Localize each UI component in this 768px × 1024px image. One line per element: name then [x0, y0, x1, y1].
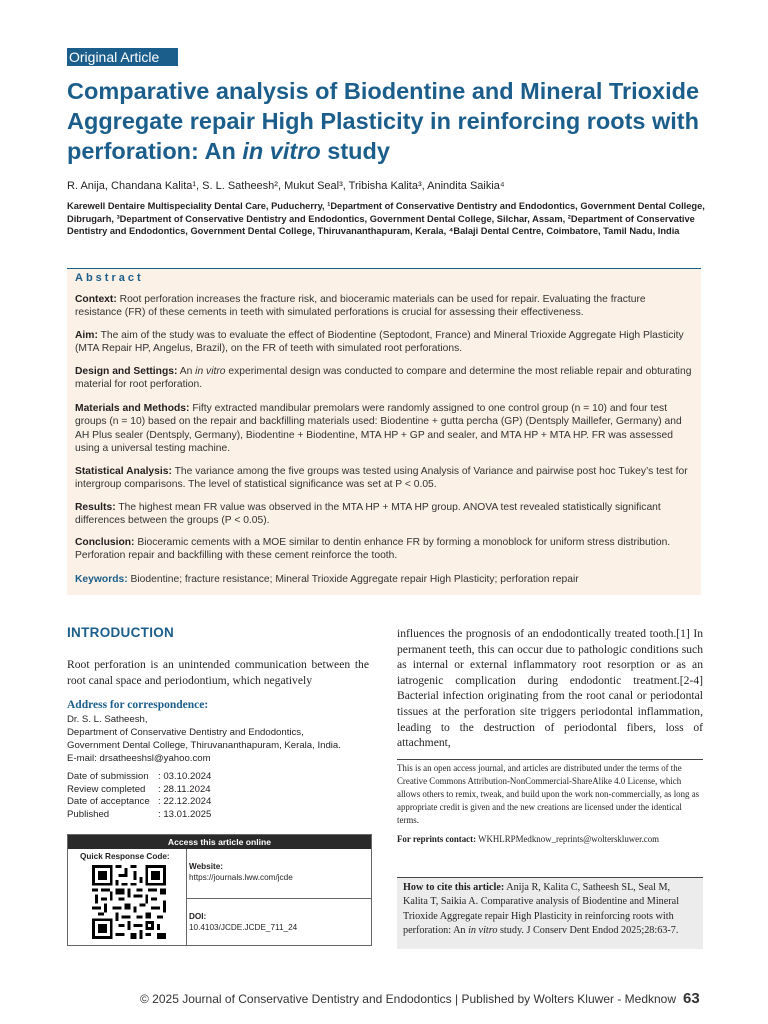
article-type-badge: Original Article	[67, 48, 178, 66]
abstract-design: Design and Settings: An in vitro experimental design was conducted to compare and determine the most reliable repair and obturating material for root perforation.	[75, 366, 692, 391]
citation-label: How to cite this article:	[403, 882, 505, 893]
abstract-conclusion: Conclusion: Bioceramic cements with a MOE similar to dentin enhance FR by forming a monoblock for uniform stress distribution. Perforation repair and backfilling with these cement reinforce the tooth.	[75, 537, 671, 562]
correspondence-heading: Address for correspondence:	[67, 699, 209, 711]
introduction-right-text: influences the prognosis of an endodontically treated tooth.[1] In permanent teeth, this can occur due to pathologic conditions such as internal or external inflammatory root resorption or as an iatrogenic complication during endodontic treatment.[2-4] Bacterial infection originating from the root canal or periodontal tissues at the perforation site triggers periodontal inflammation, leading to the destruction of periodontal fibers, loss of attachment,	[397, 627, 703, 750]
date-row: Review completed : 28.11.2024	[67, 783, 211, 795]
abstract-heading: Abstract	[75, 272, 144, 284]
abstract-aim: Aim: The aim of the study was to evaluate the effect of Biodentine (Septodont, France) and Mineral Trioxide Aggregate High Plasticity (MTA Repair HP, Angelus, Brazil), on the FR of teeth with simulated root perforations.	[75, 330, 684, 355]
correspondence-college: Government Dental College, Thiruvananthapuram, Kerala, India.	[67, 740, 341, 751]
introduction-left-text: Root perforation is an unintended communication between the root canal space and periodontium, which negatively	[67, 658, 369, 687]
article-dates	[67, 771, 387, 821]
qr-label: Quick Response Code:	[80, 852, 170, 861]
date-row: Published : 13.01.2025	[67, 808, 212, 820]
date-row: Date of submission : 03.10.2024	[67, 771, 212, 782]
qr-code-icon[interactable]	[92, 865, 166, 939]
reprints-line: For reprints contact: WKHLRPMedknow_reprints@wolterskluwer.com	[397, 834, 660, 845]
doi-label: DOI:	[189, 912, 207, 921]
affiliations: Karewell Dentaire Multispeciality Dental Care, Puducherry, ¹Department of Conservative Dentistry and Endodontics, Government Dental College, Dibrugarh, ³Department of Conservative Dentistry and Endodontics, Government Dental College, Silchar, Assam, ²Department of Conservative Dentistry and Endodontics, Government Dental College, Thiruvananthapuram, Kerala, ⁴Balaji Dental Centre, Coimbatore, Tamil Nadu, India	[67, 201, 705, 236]
access-divider-horizontal	[186, 898, 372, 899]
correspondence-email[interactable]: E-mail: drsatheeshsl@yahoo.com	[67, 753, 211, 764]
abstract-statistics: Statistical Analysis: The variance among the five groups was tested using Analysis of Variance and pairwise post hoc Tukey’s test for intergroup comparisons. The level of statistical significance was set at P < 0.05.	[75, 466, 688, 491]
abstract-context: Context: Root perforation increases the fracture risk, and bioceramic materials can be used for repair. Evaluating the fracture resistance (FR) of these cements in teeth with simulated perforations is crucial for assessing their effectiveness.	[75, 294, 646, 319]
open-access-notice	[397, 759, 703, 847]
website-label: Website:	[189, 862, 223, 871]
author-list: R. Anija, Chandana Kalita¹, S. L. Satheesh², Mukut Seal³, Tribisha Kalita³, Anindita Saikia⁴	[67, 180, 505, 192]
correspondence-department: Department of Conservative Dentistry and Endodontics,	[67, 727, 304, 738]
correspondence-name: Dr. S. L. Satheesh,	[67, 714, 148, 725]
citation-box: How to cite this article: Anija R, Kalita C, Satheesh SL, Seal M, Kalita T, Saikia A. Comparative analysis of Biodentine and Mineral Trioxide Aggregate repair High Plasticity in reinforcing roots with perforation: An in vitro study. J Conserv Dent Endod 2025;28:63-7.	[397, 877, 703, 949]
article-title: Comparative analysis of Biodentine and Mineral Trioxide Aggregate repair High Plasticity in reinforcing roots with perforation: An in vitro study	[67, 78, 700, 164]
abstract-results: Results: The highest mean FR value was observed in the MTA HP + MTA HP group. ANOVA test revealed statistically significant differences between the groups (P < 0.05).	[75, 502, 661, 527]
access-online-box	[67, 834, 372, 946]
website-link[interactable]: https://journals.lww.com/jcde	[189, 873, 293, 882]
page-number: 63	[683, 990, 700, 1007]
license-text: This is an open access journal, and articles are distributed under the terms of the Creative Commons Attribution-NonCommercial-ShareAlike 4.0 License, which allows others to remix, tweak, and build upon the work non-commercially, as long as appropriate credit is given and the new creations are licensed under the identical terms.	[397, 763, 700, 826]
abstract-keywords: Keywords: Biodentine; fracture resistance; Mineral Trioxide Aggregate repair High Plasticity; perforation repair	[75, 574, 579, 585]
doi-link[interactable]: 10.4103/JCDE.JCDE_711_24	[189, 923, 298, 932]
access-heading: Access this article online	[68, 835, 371, 849]
reprints-email[interactable]: WKHLRPMedknow_reprints@wolterskluwer.com	[478, 834, 660, 845]
date-row: Date of acceptance : 22.12.2024	[67, 796, 212, 807]
introduction-heading: INTRODUCTION	[67, 625, 175, 640]
footer-copyright: © 2025 Journal of Conservative Dentistry and Endodontics | Published by Wolters Kluwer - Medknow	[140, 992, 677, 1006]
abstract-methods: Materials and Methods: Fifty extracted mandibular premolars were randomly assigned to one control group (n = 10) and four test groups (n = 10) based on the repair and backfilling materials used: Biodentine + gutta percha (GP) (Dentsply Maillefer, Germany) and AH Plus sealer (Dentsply, Germany), Biodentine + Biodentine, MTA HP + GP and sealer, and MTA HP + MTA HP. FR was assessed using a universal testing machine.	[75, 403, 682, 454]
